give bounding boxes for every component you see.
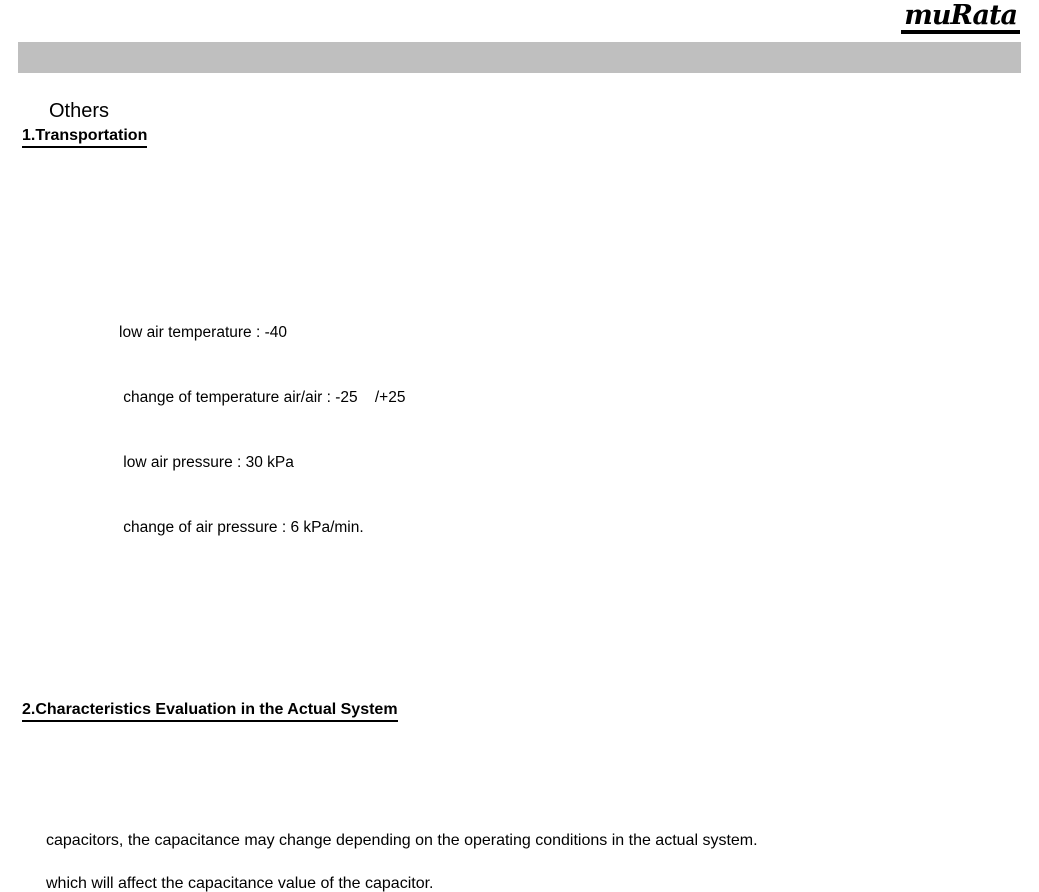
characteristics-heading-text: 2.Characteristics Evaluation in the Actual System (22, 701, 398, 722)
body-line-capacitance-value: which will affect the capacitance value of the capacitor. (46, 875, 434, 892)
transportation-heading-text: 1.Transportation (22, 127, 147, 148)
section-banner (18, 42, 1021, 73)
section-label-others: Others (49, 100, 110, 122)
murata-logo: muRata (901, 2, 1020, 34)
condition-line-change-of-temperature: change of temperature air/air : -25 /+25 (119, 388, 406, 406)
condition-line-low-air-temperature: low air temperature : -40 (119, 324, 287, 342)
body-line-capacitance-change: capacitors, the capacitance may change depending on the operating conditions in the actual system. (46, 832, 758, 849)
transport-conditions-block (119, 279, 405, 581)
condition-line-change-of-air-pressure: change of air pressure : 6 kPa/min. (119, 518, 364, 536)
characteristics-heading (22, 701, 398, 722)
condition-line-low-air-pressure: low air pressure : 30 kPa (119, 453, 294, 471)
transportation-heading (22, 127, 147, 148)
